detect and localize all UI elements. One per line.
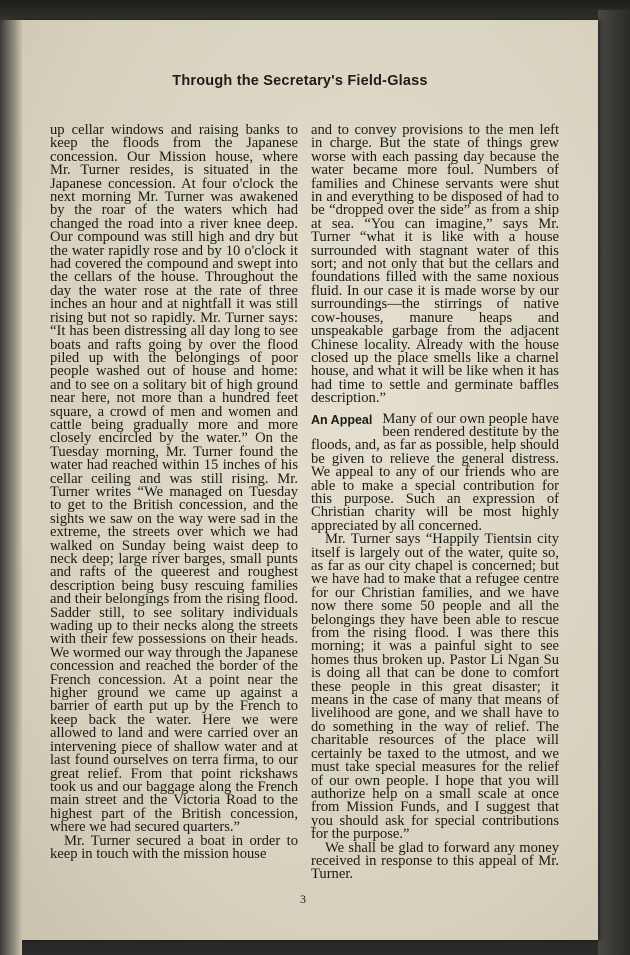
- appeal-heading: An Appeal: [311, 412, 373, 427]
- book-binding-left: [0, 20, 22, 955]
- right-paragraph-2: Many of our own people have been rendered destitute by the floods, and, as far as possible, help should be given to relieve the general distress. We appeal to any of our friends who are able to make a special contribution for this purpose. Such an expression of Christian charity will be most highly appreciated by all concerned.: [311, 410, 559, 534]
- running-header: Through the Secretary's Field-Glass: [172, 73, 428, 89]
- book-edge-right: [598, 10, 630, 955]
- right-paragraph-4: We shall be glad to forward any money received in response to this appeal of Mr. Turner.: [311, 839, 559, 883]
- right-column: [311, 124, 559, 882]
- right-paragraph-1: and to convey provisions to the men left in charge. But the state of things grew worse with each passing day because the water became more foul. Numbers of families and Chinese servants were shut in and everything to be disposed of had to be “dropped over the side” as from a ship at sea. “You can imagine,” says Mr. Turner “what it is like with a house surrounded with stagnant water of this sort; and not only that but the cellars and foundations filled with the same noxious fluid. In our case it is made worse by our surroundings—the stirrings of native cow-houses, manure heaps and unspeakable garbage from the adjacent Chinese locality. Already with the house closed up the place smells like a charnel house, and what it will be like when it has had time to settle and germinate baffles description.”: [311, 122, 559, 407]
- left-paragraph-1: up cellar windows and raising banks to keep the floods from the Japanese concession. Our Mission house, where Mr. Turner resides, is situated in the Japanese concession. At four o'clock the next morning Mr. Turner was awakened by the roar of the waters which had changed the road into a river knee deep. Our compound was still high and dry but the water rapidly rose and by 10 o'clock it had covered the compound and swept into the cellars of the house. Throughout the day the water rose at the rate of three inches an hour and at nightfall it was still rising but not so rapidly. Mr. Turner says: “It has been distressing all day long to see boats and rafts going by over the flood piled up with the belongings of poor people washed out of house and home: and to see on a solitary bit of high ground near here, not more than a hundred feet square, a crowd of men and women and cattle being gradually more and more closely encircled by the water.” On the Tuesday morning, Mr. Turner found the water had reached within 15 inches of his cellar ceiling and was still rising. Mr. Turner writes “We managed on Tuesday to get to the British concession, and the sights we saw on the way were sad in the extreme, the streets over which we had walked on Sunday being waist deep to neck deep; large river barges, small punts and rafts of the queerest and roughest description being busy rescuing families and their belongings from the rising flood. Sadder still, to see solitary individuals wading up to their necks along the streets with their few possessions on their heads. We wormed our way through the Japanese concession and reached the border of the French concession. At a point near the higher ground we came up against a barrier of earth put up by the French to keep back the water. Here we were allowed to land and were carried over an intervening piece of shallow water and at last found ourselves on terra firma, to our great relief. From that point rickshaws took us and our baggage along the French main street and the Victoria Road to the highest part of the British concession, where we had secured quarters.”: [50, 122, 298, 836]
- right-paragraph-3: Mr. Turner says “Happily Tientsin city itself is largely out of the water, quite so, as far as our city chapel is concerned; but we have had to make that a refugee centre for our Christian families, and we have now there some 50 people and all the belongings they have been able to rescue from the rising flood. I was there this morning; it was a painful sight to see homes thus broken up. Pastor Li Ngan Su is doing all that can be done to comfort these people in this great disaster; it means in the case of many that means of livelihood are gone, and we shall have to do something in the way of relief. The charitable resources of the place will certainly be taxed to the utmost, and we must take special measures for the relief of our own people. I hope that you will authorize help on a small scale at once from Mission Funds, and I suggest that you should ask for special contributions for the purpose.”: [311, 531, 559, 843]
- appeal-section: [311, 410, 559, 534]
- page-number: 3: [300, 892, 306, 906]
- left-column: [50, 124, 298, 861]
- left-paragraph-2: Mr. Turner secured a boat in order to keep in touch with the mission house: [50, 832, 298, 862]
